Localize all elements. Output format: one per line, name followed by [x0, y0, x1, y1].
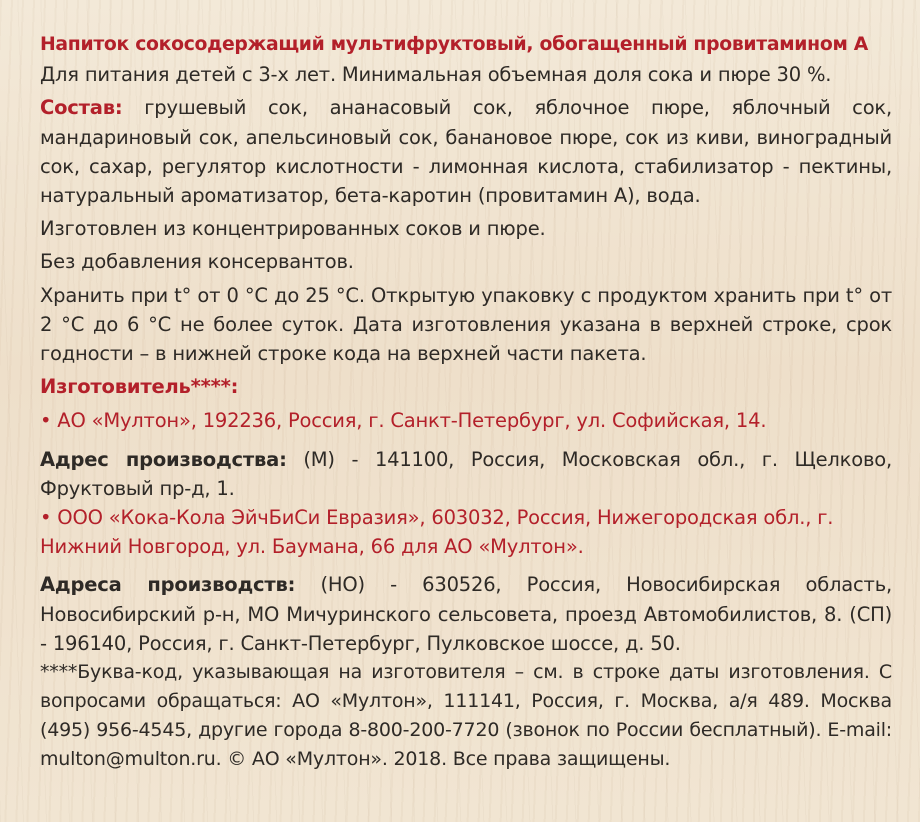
manufacturer-label: Изготовитель****: [40, 375, 239, 399]
production-address-paragraph [40, 445, 892, 503]
production-addresses-text: (НО) - 630526, Россия, Новосибирская область, Новосибирский р-н, МО Мичуринского сельсовета, проезд Автомобилистов, 8. (СП) - 196140, Россия, г. Санкт-Петербург, Пулковское шоссе, д. 50. [40, 573, 893, 655]
production-address-label: Адрес производства: [40, 447, 287, 471]
production-address-text: (М) - 141100, Россия, Московская обл., г. Щелково, Фруктовый пр-д, 1. [40, 447, 893, 500]
footnote-text: ****Буква-код, указывающая на изготовителя – см. в строке даты изготовления. С вопросами обращаться: АО «Мултон», 111141, Россия, г. Москва, а/я 489. Москва (495) 956-4545, другие города 8-800-200-7720 (звонок по России бесплатный). E-mail: multon@multon.ru. © АО «Мултон». 2018. Все права защищены. [40, 661, 892, 771]
production-addresses-paragraph [40, 570, 892, 658]
composition-text: грушевый сок, ананасовый сок, яблочное пюре, яблочный сок, мандариновый сок, апельсиновый сок, банановое пюре, сок из киви, виноградный сок, сахар, регулятор кислотности - лимонная кислота, стабилизатор - пектины, натуральный ароматизатор, бета-каротин (провитамин А), вода. [40, 96, 893, 208]
manufacturer-entry: • АО «Мултон», 192236, Россия, г. Санкт-Петербург, ул. Софийская, 14. [40, 409, 767, 433]
no-preservatives-text: Без добавления консервантов. [40, 250, 354, 274]
product-title: Напиток сокосодержащий мультифруктовый, обогащенный провитамином А [40, 34, 868, 55]
composition-label: Состав: [40, 96, 123, 120]
intro-text: Для питания детей с 3-х лет. Минимальная объемная доля сока и пюре 30 %. [40, 63, 832, 87]
production-addresses-label: Адреса производств: [40, 573, 296, 597]
co-manufacturer-entry: • ООО «Кока-Кола ЭйчБиСи Евразия», 603032, Россия, Нижегородская обл., г. Нижний Новгород, ул. Баумана, 66 для АО «Мултон». [40, 506, 834, 559]
composition-paragraph [40, 93, 892, 210]
made-from-text: Изготовлен из концентрированных соков и пюре. [40, 217, 546, 241]
storage-text: Хранить при t° от 0 °С до 25 °С. Открытую упаковку с продуктом хранить при t° от 2 °С до 6 °С не более суток. Дата изготовления указана в верхней строке, срок годности – в нижней строке кода на верхней части пакета. [40, 283, 892, 366]
